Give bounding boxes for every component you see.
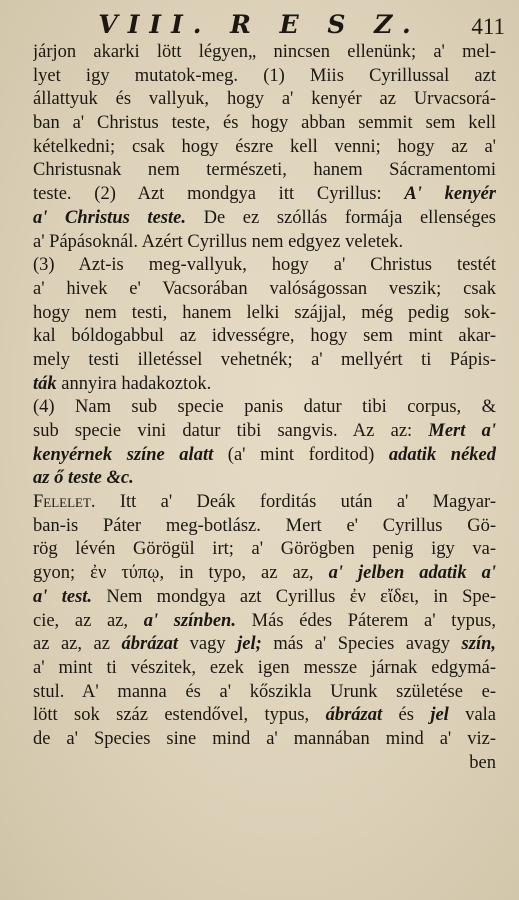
text-line — [33, 467, 496, 491]
text-segment: annyira hadakoztok. — [56, 373, 212, 394]
text-segment: kételkedni; csak hogy észre kell venni; hogy az a' — [33, 136, 496, 157]
text-segment: Felelet. — [33, 492, 96, 513]
text-segment: De ez szóllás formája ellenséges — [185, 207, 496, 228]
text-line — [33, 231, 496, 255]
italic-segment: Mert a' — [428, 421, 496, 441]
text-line — [33, 515, 496, 539]
text-line — [33, 65, 496, 89]
text-line — [33, 41, 496, 65]
italic-segment: A' kenyér — [404, 184, 496, 205]
running-title: VIII. R E S Z. — [98, 10, 421, 39]
italic-segment: ábrázat — [121, 634, 179, 655]
text-line — [33, 278, 496, 302]
text-segment: Nem mondgya azt Cyrillus ἐν εἴδει, in Spe- — [92, 586, 496, 607]
italic-segment: jel; — [237, 634, 262, 655]
italic-segment: szín, — [461, 634, 496, 655]
text-segment: az az, az — [33, 634, 122, 655]
text-line — [33, 491, 496, 515]
text-segment: a' Pápásoknál. Azért Cyrillus nem edgyez veletek. — [33, 231, 404, 252]
text-segment: Christusnak nem természeti, hanem Sácramentomi — [33, 160, 496, 181]
text-segment: lött sok száz estendővel, typus, — [33, 705, 326, 726]
text-line — [33, 633, 496, 657]
text-line — [33, 752, 496, 776]
text-line — [33, 681, 496, 705]
italic-segment: a' Christus teste. — [33, 207, 186, 228]
text-line — [33, 302, 496, 326]
italic-segment: adatik néked — [388, 444, 496, 465]
text-line — [33, 373, 496, 397]
text-segment: stul. A' manna és a' kőszikla Urunk születése e- — [33, 681, 496, 702]
text-line — [33, 657, 496, 681]
page-number: 411 — [471, 14, 505, 39]
text-segment: (3) Azt-is meg-vallyuk, hogy a' Christus testét — [33, 255, 496, 276]
text-segment: más a' Species avagy — [261, 634, 462, 655]
text-line — [33, 562, 496, 586]
text-segment: állattyuk és vallyuk, hogy a' kenyér az Urvacsorá- — [33, 89, 496, 110]
text-segment: Itt a' Deák forditás után a' Magyar- — [95, 492, 496, 513]
text-segment: teste. (2) Azt mondgya itt Cyrillus: — [33, 184, 405, 205]
text-segment: és — [382, 705, 431, 726]
italic-segment: a' test. — [33, 586, 93, 607]
text-segment: sub specie vini datur tibi sangvis. Az az: — [33, 421, 429, 441]
text-line — [33, 396, 496, 420]
text-segment: rög lévén Görögül irt; a' Görögben penig igy va- — [33, 539, 496, 560]
text-line — [33, 444, 496, 468]
text-line — [33, 183, 496, 207]
text-line — [33, 349, 496, 373]
text-segment: gyon; ἐν τύπῳ, in typo, az az, — [33, 563, 329, 584]
italic-segment: az ő teste &c. — [33, 468, 134, 489]
text-line — [33, 254, 496, 278]
body-text — [33, 41, 496, 775]
text-line — [33, 325, 496, 349]
italic-segment: kenyérnek színe alatt — [33, 444, 214, 465]
text-segment: ben — [469, 752, 496, 773]
text-line — [33, 112, 496, 136]
text-line — [33, 610, 496, 634]
text-line — [33, 538, 496, 562]
text-segment: ban-is Páter meg-botlász. Mert e' Cyrillus Gö- — [33, 515, 496, 536]
text-line — [33, 420, 496, 444]
text-segment: lyet igy mutatok-meg. (1) Miis Cyrillussal azt — [33, 65, 496, 86]
italic-segment: jel — [430, 705, 449, 726]
text-segment: vagy — [178, 634, 238, 655]
text-line — [33, 136, 496, 160]
text-segment: járjon akarki lött légyen„ nincsen ellenünk; a' mel- — [33, 42, 496, 62]
text-segment: Más édes Páterem a' typus, — [235, 610, 496, 631]
text-segment: a' hivek e' Vacsorában valóságossan veszik; csak — [33, 278, 496, 299]
text-line — [33, 159, 496, 183]
text-line — [33, 88, 496, 112]
text-line — [33, 586, 496, 610]
text-segment: ban a' Christus teste, és hogy abban semmit sem kell — [33, 113, 496, 134]
italic-segment: ábrázat — [325, 705, 383, 726]
text-segment: mely testi illetéssel vehetnék; a' mellyért ti Pápis- — [33, 349, 496, 370]
text-segment: de a' Species sine mind a' mannában mind a' viz- — [33, 728, 496, 749]
italic-segment: a' jelben adatik a' — [328, 563, 496, 584]
text-segment: vala — [448, 705, 496, 726]
text-line — [33, 728, 496, 752]
text-segment: (4) Nam sub specie panis datur tibi corpus, & — [33, 397, 496, 418]
text-segment: a' mint ti vészitek, ezek igen messze járnak edgymá- — [33, 657, 496, 678]
page-header — [0, 6, 519, 40]
italic-segment: a' színben. — [143, 610, 236, 631]
text-line — [33, 207, 496, 231]
text-segment: kal bóldogabbul az idvességre, hogy sem mint akar- — [33, 326, 496, 347]
text-segment: hogy nem testi, hanem lelki szájjal, még pedig sok- — [33, 302, 496, 323]
italic-segment: ták — [33, 373, 57, 394]
text-segment: (a' mint forditod) — [213, 444, 389, 465]
text-line — [33, 704, 496, 728]
text-segment: cie, az az, — [33, 610, 144, 631]
